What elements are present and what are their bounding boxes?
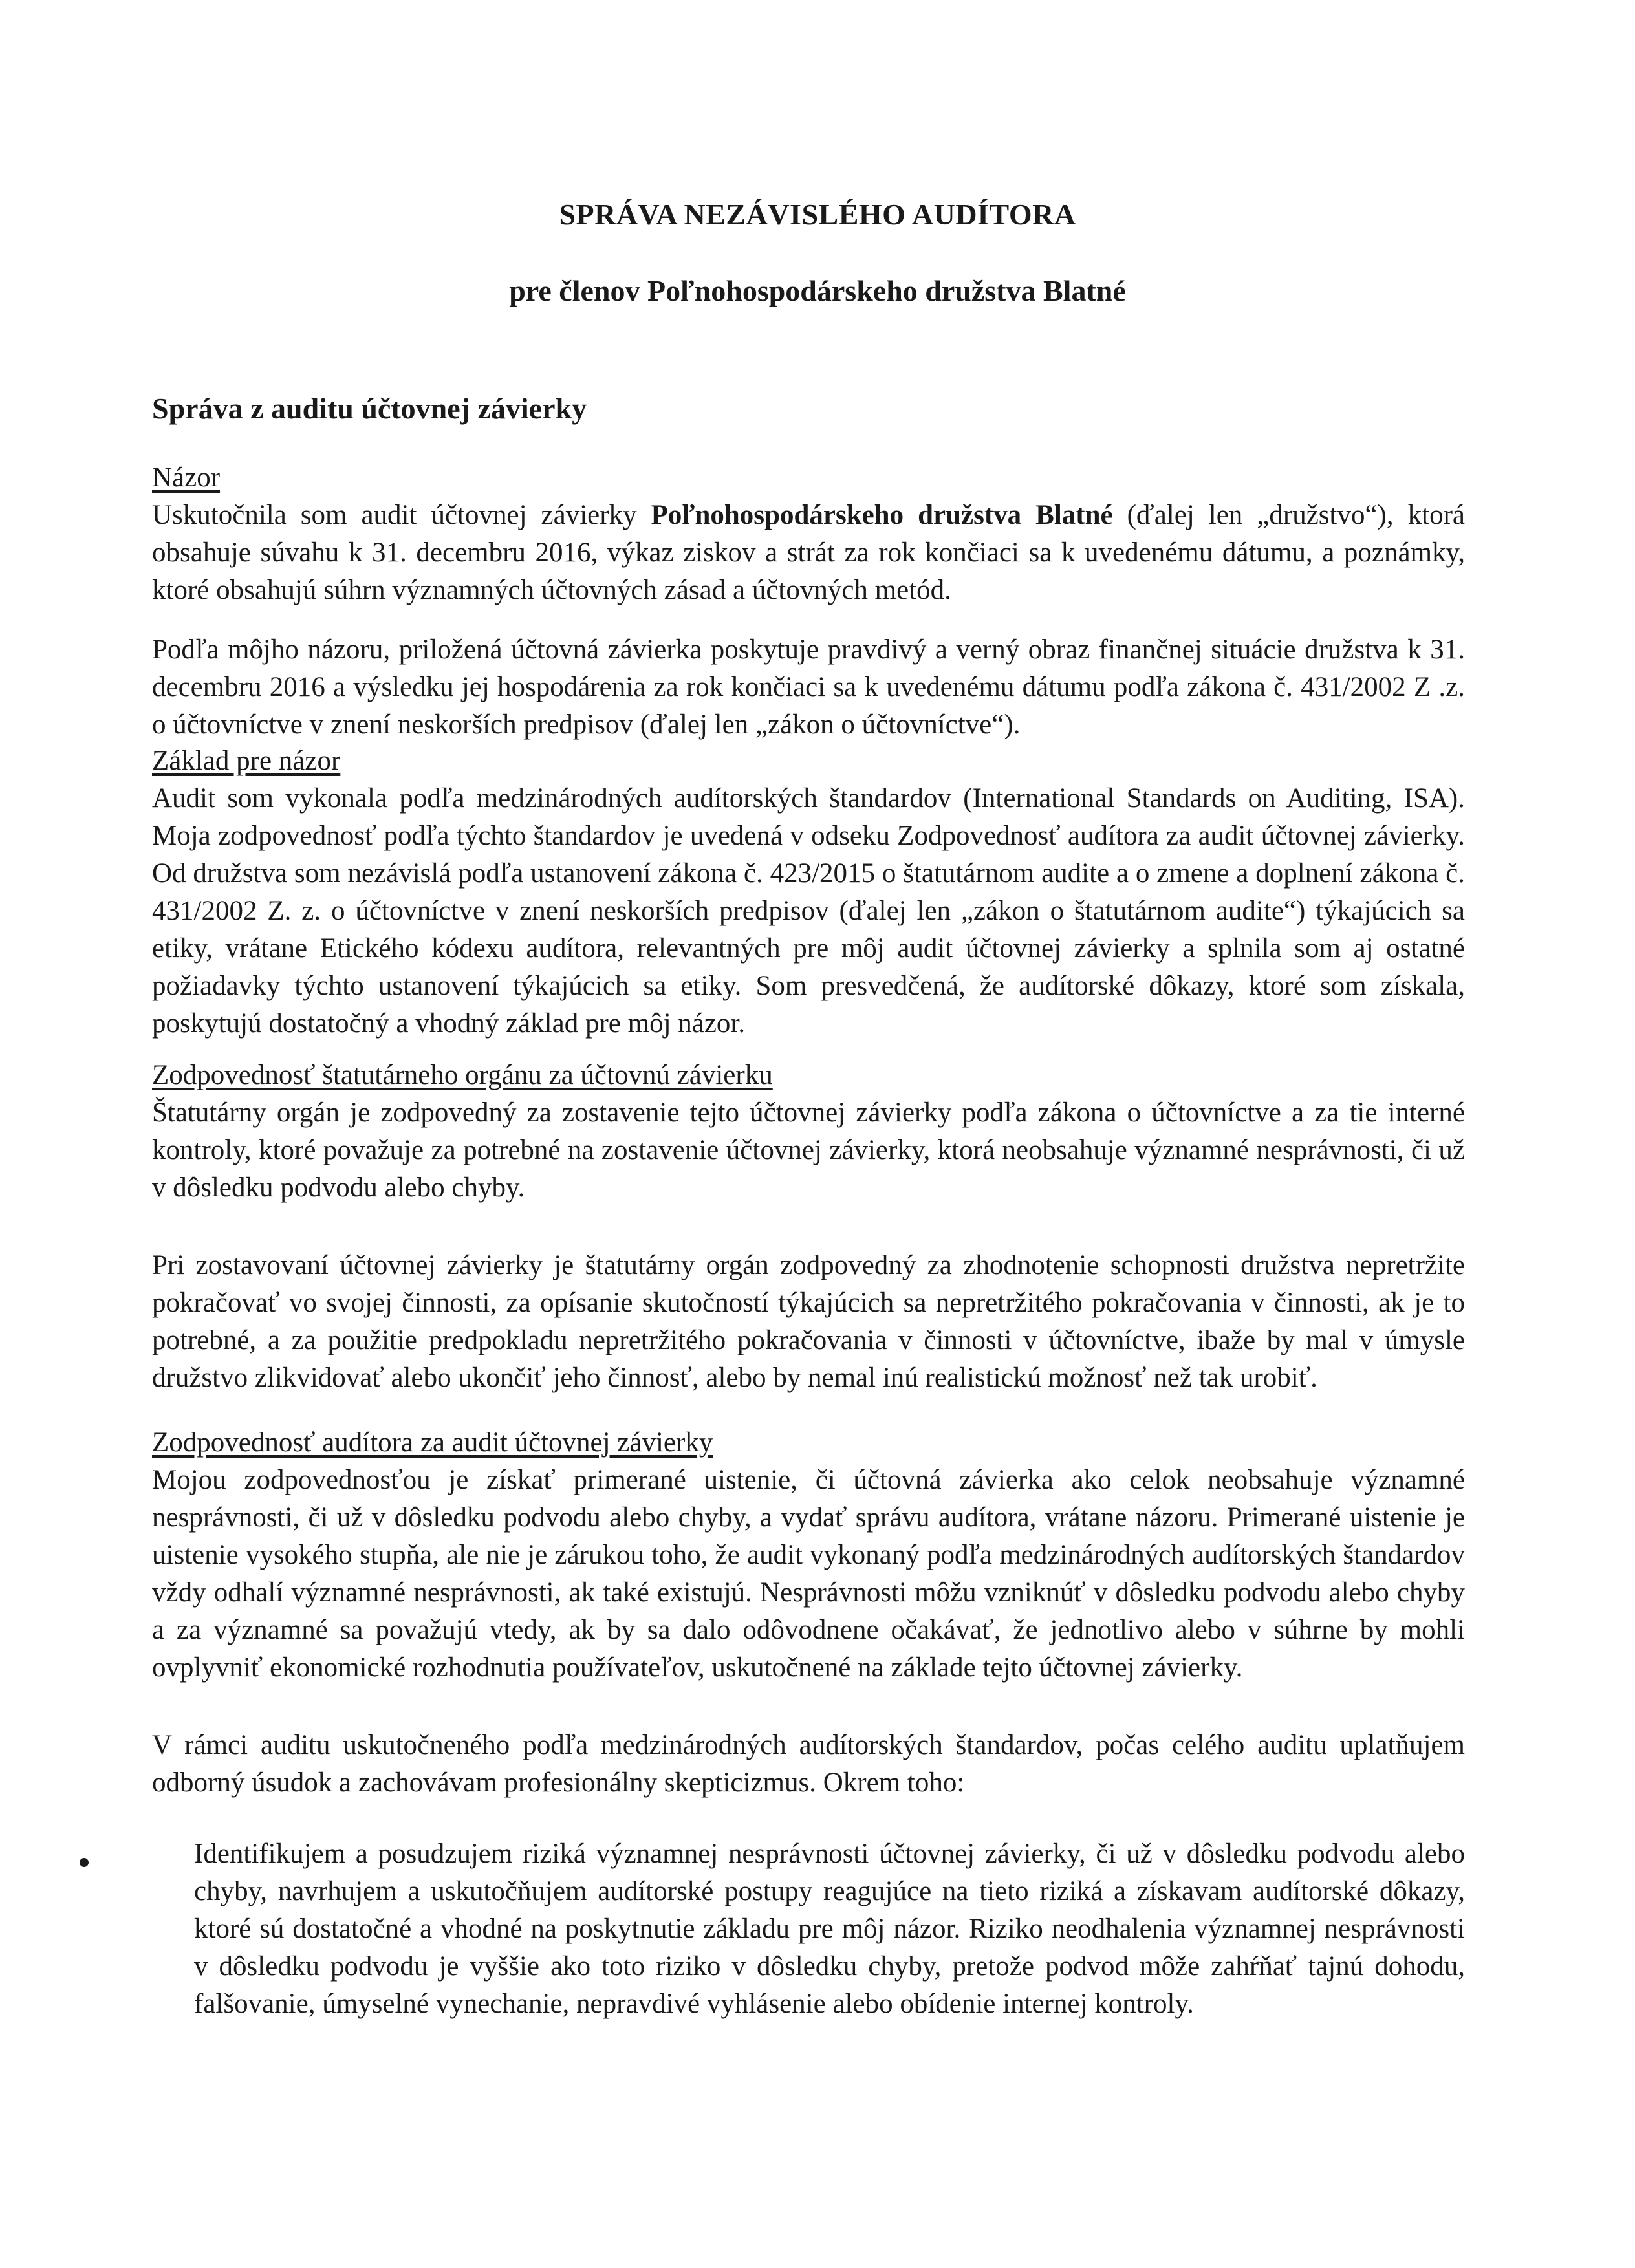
nazor-paragraph-2: Podľa môjho názoru, priložená účtovná závierka poskytuje pravdivý a verný obraz finančnej situácie družstva k 31. decembru 2016 a výsledku jej hospodárenia za rok končiaci sa k uvedenému dátumu podľa zákona č. 431/2002 Z .z. o účtovníctve v znení neskorších predpisov (ďalej len „zákon o účtovníctve“).	[152, 634, 1465, 740]
nazor-paragraph-1	[152, 497, 1465, 609]
organ-responsibility-section	[152, 1057, 1465, 1397]
nazor-heading: Názor	[152, 462, 221, 493]
auditor-responsibility-heading: Zodpovednosť audítora za audit účtovnej závierky	[152, 1427, 713, 1458]
nazor-p1-text-start: Uskutočnila som audit účtovnej závierky	[152, 500, 651, 530]
nazor-p1-text-end: (ďalej len „družstvo“), ktorá obsahuje súvahu k 31. decembru 2016, výkaz ziskov a strát za rok končiaci sa k uvedenému dátumu, a poznámky, ktoré obsahujú súhrn významných účtovných zásad a účtovných metód.	[152, 500, 1465, 605]
bullet-icon	[0, 1846, 194, 1872]
auditor-responsibility-section	[152, 1424, 1465, 1802]
cooperative-name: Poľnohospodárskeho družstva Blatné	[651, 500, 1113, 530]
zaklad-paragraph-1: Audit som vykonala podľa medzinárodných audítorských štandardov (International Standards on Auditing, ISA). Moja zodpovednosť podľa týchto štandardov je uvedená v odseku Zodpovednosť audítora za audit účtovnej závierky. Od družstva som nezávislá podľa ustanovení zákona č. 423/2015 o štatutárnom audite a o zmene a doplnení zákona č. 431/2002 Z. z. o účtovníctve v znení neskorších predpisov (ďalej len „zákon o štatutárnom audite“) týkajúcich sa etiky, vrátane Etického kódexu audítora, relevantných pre môj audit účtovnej závierky a splnila som aj ostatné požiadavky týchto ustanovení týkajúcich sa etiky. Som presvedčená, že audítorské dôkazy, ktoré som získala, poskytujú dostatočný a vhodný základ pre môj názor.	[152, 783, 1465, 1039]
list-item	[194, 1835, 1465, 2023]
bullet-text: Identifikujem a posudzujem riziká významnej nesprávnosti účtovnej závierky, či už v dôsledku podvodu alebo chyby, navrhujem a uskutočňujem audítorské postupy reagujúce na tieto riziká a získavam audítorské dôkazy, ktoré sú dostatočné a vhodné na poskytnutie základu pre môj názor. Riziko neodhalenia významnej nesprávnosti v dôsledku podvodu je vyššie ako toto riziko v dôsledku chyby, pretože podvod môže zahŕňať tajnú dohodu, falšovanie, úmyselné vynechanie, nepravdivé vyhlásenie alebo obídenie internej kontroly.	[194, 1839, 1465, 2019]
zaklad-heading: Základ pre názor	[152, 746, 341, 776]
auditor-responsibility-paragraph-1: Mojou zodpovednosťou je získať primerané uistenie, či účtovná závierka ako celok neobsahuje významné nesprávnosti, či už v dôsledku podvodu alebo chyby, a vydať správu audítora, vrátane názoru. Primerané uistenie je uistenie vysokého stupňa, ale nie je zárukou toho, že audit vykonaný podľa medzinárodných audítorských štandardov vždy odhalí významné nesprávnosti, ak také existujú. Nesprávnosti môžu vzniknúť v dôsledku podvodu alebo chyby a za významné sa považujú vtedy, ak by sa dalo odôvodnene očakávať, že jednotlivo alebo v súhrne by mohli ovplyvniť ekonomické rozhodnutia používateľov, uskutočnené na základe tejto účtovnej závierky.	[152, 1465, 1465, 1683]
zaklad-section	[152, 742, 1465, 1042]
report-title: SPRÁVA NEZÁVISLÉHO AUDÍTORA	[559, 198, 1076, 231]
organ-responsibility-paragraph-1: Štatutárny orgán je zodpovedný za zostavenie tejto účtovnej závierky podľa zákona o účtovníctve a za tie interné kontroly, ktoré považuje za potrebné na zostavenie účtovnej závierky, ktorá neobsahuje významné nesprávnosti, či už v dôsledku podvodu alebo chyby.	[152, 1097, 1465, 1203]
organ-responsibility-paragraph-2: Pri zostavovaní účtovnej závierky je štatutárny orgán zodpovedný za zhodnotenie schopnosti družstva nepretržite pokračovať vo svojej činnosti, za opísanie skutočností týkajúcich sa nepretržitého pokračovania v činnosti, ak je to potrebné, a za použitie predpokladu nepretržitého pokračovania v činnosti v účtovníctve, ibaže by mal v úmysle družstvo zlikvidovať alebo ukončiť jeho činnosť, alebo by nemal inú realistickú možnosť než tak urobiť.	[152, 1250, 1465, 1393]
section-heading: Správa z auditu účtovnej závierky	[152, 392, 587, 425]
nazor-section	[152, 459, 1465, 744]
organ-responsibility-heading: Zodpovednosť štatutárneho orgánu za účtovnú závierku	[152, 1060, 773, 1090]
report-subtitle: pre členov Poľnohospodárskeho družstva Blatné	[509, 274, 1126, 307]
auditor-responsibility-paragraph-2: V rámci auditu uskutočneného podľa medzinárodných audítorských štandardov, počas celého auditu uplatňujem odborný úsudok a zachovávam profesionálny skepticizmus. Okrem toho:	[152, 1730, 1465, 1798]
